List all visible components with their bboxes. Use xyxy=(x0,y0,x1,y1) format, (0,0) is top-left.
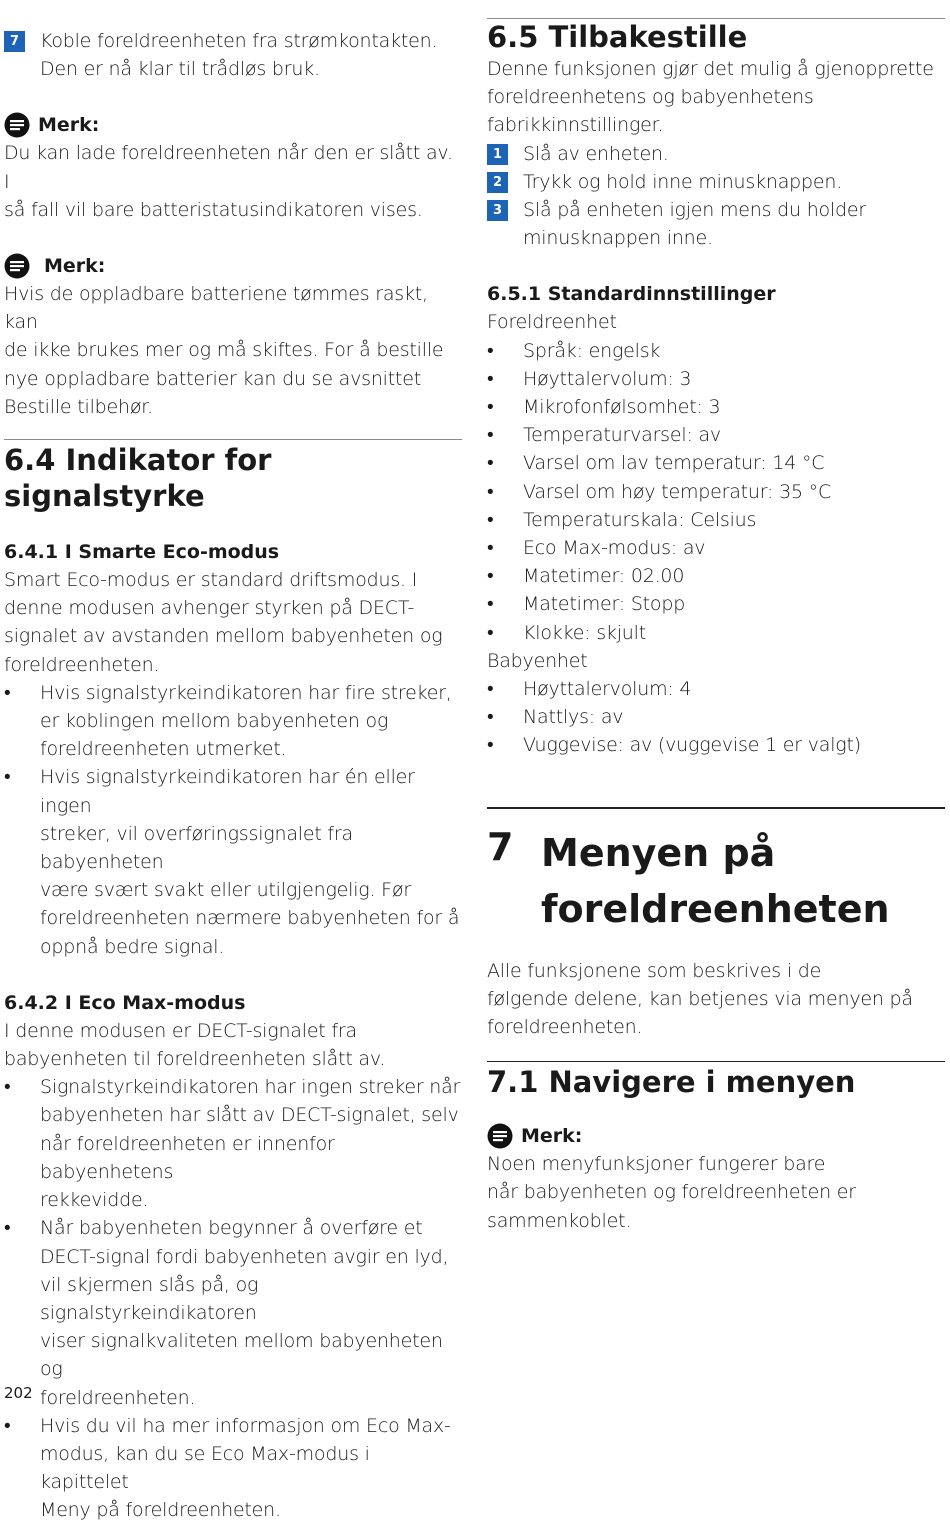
bullet-marker: • xyxy=(487,367,494,390)
list-item-text: Språk: engelsk xyxy=(523,339,661,362)
bullet-marker: • xyxy=(487,537,494,560)
bullet-marker: • xyxy=(487,452,494,475)
list-item xyxy=(487,590,945,618)
list-item-line: DECT-signal fordi babyenheten avgir en lyd, xyxy=(40,1245,449,1268)
bullet-marker: • xyxy=(4,1217,11,1240)
list-item xyxy=(4,1214,462,1411)
list-item xyxy=(487,449,945,477)
note-heading xyxy=(487,1122,945,1150)
left-column xyxy=(4,0,462,1525)
paragraph-line: signalet av avstanden mellom babyenheten og xyxy=(4,625,443,648)
note-label: Merk: xyxy=(521,1125,583,1148)
note-heading xyxy=(4,111,462,139)
list-item-text: Vuggevise: av (vuggevise 1 er valgt) xyxy=(523,734,861,757)
note-text-line: Du kan lade foreldreenheten når den er slått av. I xyxy=(4,142,453,193)
step-1 xyxy=(487,140,945,168)
note-heading xyxy=(4,252,462,280)
baby-settings-list xyxy=(487,675,945,760)
bullet-marker: • xyxy=(4,1076,11,1099)
paragraph-line: babyenheten til foreldreenheten slått av. xyxy=(4,1048,386,1071)
list-item-line: Meny på foreldreenheten. xyxy=(40,1499,281,1522)
list-item-line: modus, kan du se Eco Max-modus i kapittelet xyxy=(40,1442,370,1494)
note-text-line: Bestille tilbehør. xyxy=(4,395,153,418)
list-item-line: vil skjermen slås på, og signalstyrkeindikatoren xyxy=(40,1273,259,1324)
list-item-text: Klokke: skjult xyxy=(523,621,646,644)
bullet-marker: • xyxy=(487,706,494,729)
step-number-badge: 7 xyxy=(4,31,25,52)
list-item-text: Høyttalervolum: 4 xyxy=(523,678,692,701)
chapter-number: 7 xyxy=(487,824,514,869)
note-text-line: Hvis de oppladbare batteriene tømmes raskt, kan xyxy=(4,283,428,334)
step-number-badge: 2 xyxy=(487,172,508,193)
bullet-marker: • xyxy=(487,734,494,757)
chapter-title-line: foreldreenheten xyxy=(541,886,890,931)
bullet-marker: • xyxy=(487,339,494,362)
bullet-marker: • xyxy=(487,480,494,503)
list-item-line: Når babyenheten begynner å overføre et xyxy=(40,1217,423,1240)
step-number-badge: 1 xyxy=(487,144,508,165)
paragraph-line: fabrikkinnstillinger. xyxy=(487,114,664,137)
list-item xyxy=(487,365,945,393)
step-2 xyxy=(487,168,945,196)
note-text-line: når babyenheten og foreldreenheten er xyxy=(487,1181,856,1204)
list-item-text: Mikrofonfølsomhet: 3 xyxy=(523,396,721,419)
list-item-line: er koblingen mellom babyenheten og xyxy=(40,710,389,733)
group-label: Babyenhet xyxy=(487,649,588,672)
list-item xyxy=(487,731,945,759)
note-label: Merk: xyxy=(38,114,100,137)
list-item xyxy=(487,421,945,449)
list-item xyxy=(487,562,945,590)
list-item xyxy=(487,478,945,506)
subsection-heading-6-4-2: 6.4.2 I Eco Max-modus xyxy=(4,991,246,1014)
bullet-marker: • xyxy=(487,508,494,531)
parent-settings-list xyxy=(487,337,945,647)
note-icon xyxy=(487,1123,513,1149)
list-item-line: oppnå bedre signal. xyxy=(40,935,225,958)
bullet-marker: • xyxy=(487,678,494,701)
list-item-text: Eco Max-modus: av xyxy=(523,537,706,560)
bullet-marker: • xyxy=(4,766,11,789)
list-item xyxy=(487,393,945,421)
step-text-line: Den er nå klar til trådløs bruk. xyxy=(40,58,320,81)
paragraph-line: foreldreenheten. xyxy=(4,653,160,676)
page-number: 202 xyxy=(4,1384,33,1402)
list-item-line: foreldreenheten nærmere babyenheten for å xyxy=(40,907,460,930)
step-text-line: Trykk og hold inne minusknappen. xyxy=(523,170,843,193)
paragraph-line: I denne modusen er DECT-signalet fra xyxy=(4,1019,357,1042)
list-item xyxy=(487,675,945,703)
paragraph-line: Smart Eco-modus er standard driftsmodus. I xyxy=(4,569,418,592)
section-heading-6-5: 6.5 Tilbakestille xyxy=(487,20,748,54)
paragraph-line: foreldreenheten. xyxy=(487,1016,643,1039)
note-label: Merk: xyxy=(44,255,106,278)
list-item xyxy=(4,763,462,960)
list-item-text: Varsel om lav temperatur: 14 °C xyxy=(523,452,825,475)
bullet-marker: • xyxy=(487,396,494,419)
list-item-line: foreldreenheten utmerket. xyxy=(40,738,287,761)
list-item xyxy=(487,703,945,731)
paragraph-line: følgende delene, kan betjenes via menyen på xyxy=(487,987,913,1010)
list-item-text: Temperaturvarsel: av xyxy=(523,424,721,447)
bullet-marker: • xyxy=(487,424,494,447)
list-item-line: rekkevidde. xyxy=(40,1189,149,1212)
paragraph-line: denne modusen avhenger styrken på DECT- xyxy=(4,597,415,620)
subsection-heading-6-5-1: 6.5.1 Standardinnstillinger xyxy=(487,283,776,306)
bullet-marker: • xyxy=(487,565,494,588)
step-text-line: Koble foreldreenheten fra strømkontakten. xyxy=(40,30,438,52)
list-item xyxy=(487,506,945,534)
step-number-badge: 3 xyxy=(487,200,508,221)
note-text-line: sammenkoblet. xyxy=(487,1209,632,1232)
step-7 xyxy=(4,27,462,83)
note-icon xyxy=(4,253,30,279)
paragraph-line: Denne funksjonen gjør det mulig å gjenopprette xyxy=(487,58,934,80)
list-item-text: Matetimer: Stopp xyxy=(523,593,686,616)
list-item-line: viser signalkvaliteten mellom babyenheten og xyxy=(40,1330,443,1381)
chapter-heading xyxy=(487,825,945,937)
list-item xyxy=(487,534,945,562)
paragraph-line: Alle funksjonene som beskrives i de xyxy=(487,959,822,982)
section-heading-6-4: 6.4 Indikator for signalstyrke xyxy=(4,443,272,514)
list-item-line: når foreldreenheten er innenfor babyenhetens xyxy=(40,1132,335,1183)
note-text-line: de ikke brukes mer og må skiftes. For å bestille xyxy=(4,339,444,362)
list-item-line: Hvis signalstyrkeindikatoren har én eller ingen xyxy=(40,766,415,817)
list-item-line: Hvis signalstyrkeindikatoren har fire streker, xyxy=(40,681,452,704)
list-item-line: foreldreenheten. xyxy=(40,1386,196,1409)
bullet-marker: • xyxy=(487,621,494,644)
bullet-marker: • xyxy=(487,593,494,616)
list-item xyxy=(487,337,945,365)
list-item-line: Signalstyrkeindikatoren har ingen streker når xyxy=(40,1076,461,1099)
step-text-line: minusknappen inne. xyxy=(523,227,713,250)
list-item-line: være svært svakt eller utilgjengelig. Før xyxy=(40,879,411,902)
note-text-line: Noen menyfunksjoner fungerer bare xyxy=(487,1153,826,1176)
chapter-title-line: Menyen på xyxy=(541,830,776,875)
note-icon xyxy=(4,112,30,138)
list-item-text: Høyttalervolum: 3 xyxy=(523,367,692,390)
bullet-marker: • xyxy=(4,1414,11,1437)
step-text-line: Slå på enheten igjen mens du holder xyxy=(523,199,867,222)
note-text-line: så fall vil bare batteristatusindikatoren vises. xyxy=(4,198,423,221)
list-item-text: Temperaturskala: Celsius xyxy=(523,508,757,531)
note-text-line: nye oppladbare batterier kan du se avsnittet xyxy=(4,367,422,390)
section-heading-7-1: 7.1 Navigere i menyen xyxy=(487,1065,856,1100)
list-item xyxy=(4,1073,462,1214)
list-item-text: Matetimer: 02.00 xyxy=(523,565,685,588)
paragraph-line: foreldreenhetens og babyenhetens xyxy=(487,86,814,109)
list-item-text: Varsel om høy temperatur: 35 °C xyxy=(523,480,832,503)
list-item-line: streker, vil overføringssignalet fra babyenheten xyxy=(40,822,353,874)
right-column xyxy=(487,0,945,1235)
list-item-line: babyenheten har slått av DECT-signalet, selv xyxy=(40,1104,459,1127)
list-item-line: Hvis du vil ha mer informasjon om Eco Max- xyxy=(40,1414,451,1437)
bullet-marker: • xyxy=(4,681,11,704)
step-text-line: Slå av enheten. xyxy=(523,142,669,165)
list-item xyxy=(4,679,462,764)
step-3 xyxy=(487,196,945,252)
list-item xyxy=(4,1412,462,1525)
group-label: Foreldreenhet xyxy=(487,311,617,334)
list-item-text: Nattlys: av xyxy=(523,706,624,729)
subsection-heading-6-4-1: 6.4.1 I Smarte Eco-modus xyxy=(4,541,280,564)
list-item xyxy=(487,619,945,647)
